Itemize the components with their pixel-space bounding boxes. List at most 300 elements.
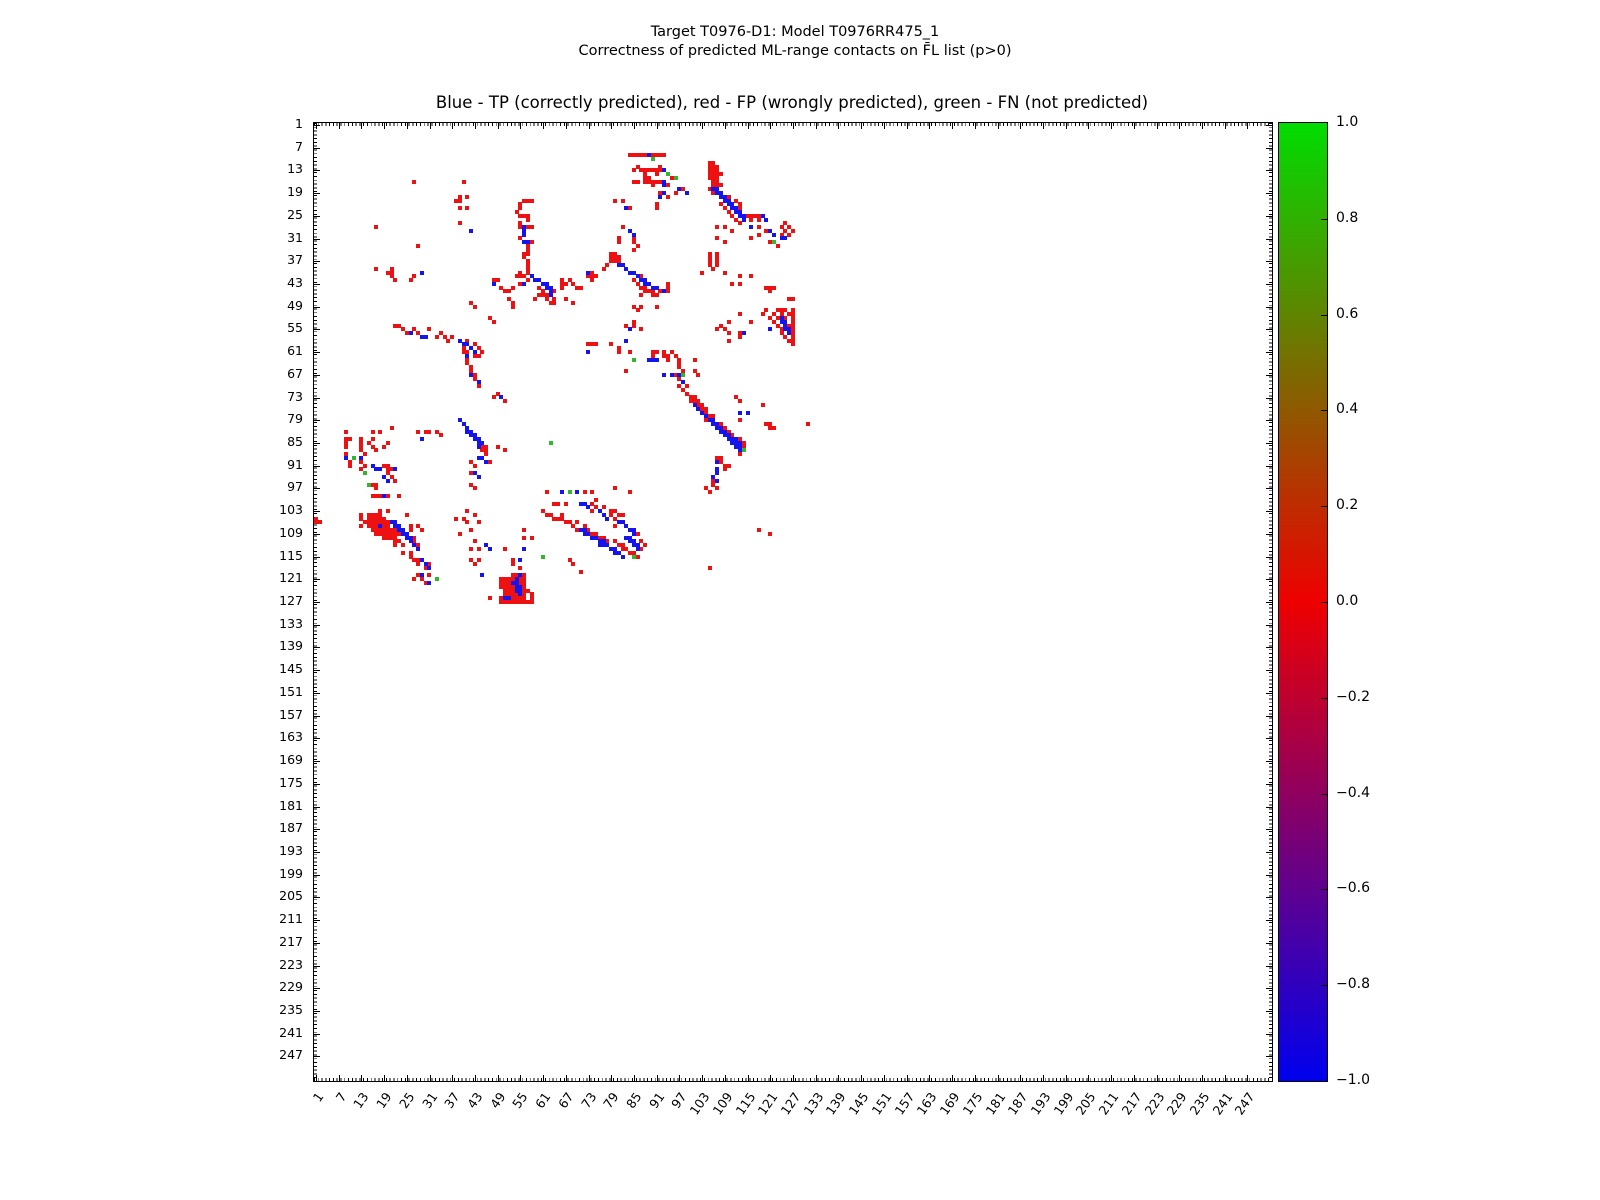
contact-cell-red [639, 305, 643, 309]
axis-major-tick [861, 1075, 862, 1081]
contact-cell-red [643, 543, 647, 547]
contact-cell-red [655, 293, 659, 297]
contact-cell-blue [473, 350, 477, 354]
axis-major-tick [314, 216, 320, 217]
axis-major-tick [566, 123, 567, 129]
contact-cell-green [352, 456, 356, 460]
contact-cell-red [583, 490, 587, 494]
contact-cell-red [738, 221, 742, 225]
contact-cell-red [636, 308, 640, 312]
contact-cell-green [541, 555, 545, 559]
y-tick-label: 37 [287, 252, 303, 268]
contact-cell-red [727, 331, 731, 335]
axis-major-tick [1157, 1075, 1158, 1081]
contact-cell-red [613, 199, 617, 203]
contact-cell-red [693, 358, 697, 362]
contact-cell-red [374, 267, 378, 271]
contact-cell-red [469, 528, 473, 532]
contact-cell-red [503, 547, 507, 551]
contact-cell-green [568, 490, 572, 494]
contact-cell-green [367, 483, 371, 487]
axis-major-tick [1266, 988, 1272, 989]
contact-cell-blue [549, 293, 553, 297]
contact-cell-red [344, 445, 348, 449]
contact-cell-red [772, 426, 776, 430]
contact-cell-blue [662, 289, 666, 293]
axis-major-tick [1266, 693, 1272, 694]
contact-cell-blue [624, 206, 628, 210]
contact-cell-red [636, 244, 640, 248]
contact-cell-blue [662, 183, 666, 187]
x-tick-label: 229 [1163, 1089, 1190, 1118]
colorbar-tick-label: −0.2 [1336, 688, 1370, 705]
contact-cell-red [696, 373, 700, 377]
axis-major-tick [611, 123, 612, 129]
contact-cell-red [552, 289, 556, 293]
axis-major-tick [314, 170, 320, 171]
colorbar-tick [1321, 794, 1327, 795]
axis-major-tick [314, 784, 320, 785]
contact-cell-blue [655, 286, 659, 290]
contact-cell-red [791, 342, 795, 346]
contact-cell-red [708, 566, 712, 570]
y-tick-label: 49 [287, 297, 303, 313]
contact-cell-red [416, 562, 420, 566]
x-tick-label: 187 [1004, 1089, 1031, 1118]
y-tick-label: 187 [279, 820, 303, 836]
axis-major-tick [770, 123, 771, 129]
contact-cell-red [518, 566, 522, 570]
axis-major-tick [861, 123, 862, 129]
contact-cell-blue [575, 490, 579, 494]
y-tick-label: 79 [287, 411, 303, 427]
axis-major-tick [520, 1075, 521, 1081]
axis-major-tick [1266, 920, 1272, 921]
contact-cell-blue [628, 327, 632, 331]
axis-major-tick [1043, 123, 1044, 129]
contact-cell-red [473, 539, 477, 543]
contact-cell-red [715, 225, 719, 229]
contact-cell-blue [742, 331, 746, 335]
colorbar-tick-label: 0.0 [1336, 593, 1359, 609]
axis-major-tick [952, 1075, 953, 1081]
axis-major-tick [1266, 1011, 1272, 1012]
axis-major-tick [1179, 1075, 1180, 1081]
contact-cell-red [477, 520, 481, 524]
contact-cell-red [757, 218, 761, 222]
axis-major-tick [1111, 123, 1112, 129]
colorbar-tick-label: 0.8 [1336, 209, 1359, 226]
axis-major-tick [314, 193, 320, 194]
contact-cell-red [749, 218, 753, 222]
contact-cell-red [749, 320, 753, 324]
axis-major-tick [314, 420, 320, 421]
contact-cell-red [374, 225, 378, 229]
contact-cell-red [469, 547, 473, 551]
x-tick-label: 91 [645, 1089, 668, 1112]
y-tick-label: 103 [279, 502, 303, 518]
contact-cell-blue [522, 547, 526, 551]
contact-cell-red [556, 502, 560, 506]
axis-major-tick [339, 1075, 340, 1081]
contact-cell-blue [393, 467, 397, 471]
contact-cell-red [435, 335, 439, 339]
axis-major-tick [770, 1075, 771, 1081]
colorbar-tick [1321, 219, 1327, 220]
contact-cell-red [545, 490, 549, 494]
x-tick-label: 55 [509, 1089, 531, 1112]
axis-major-tick [1266, 239, 1272, 240]
y-tick-label: 145 [279, 661, 303, 677]
colorbar-tick [1321, 985, 1327, 986]
contact-cell-red [730, 229, 734, 233]
contact-cell-red [749, 236, 753, 240]
contact-cell-blue [658, 195, 662, 199]
contact-cell-red [764, 308, 768, 312]
contact-cell-red [371, 437, 375, 441]
contact-cell-red [374, 448, 378, 452]
contact-cell-blue [480, 573, 484, 577]
y-tick-label: 7 [295, 138, 303, 154]
contact-cell-red [632, 324, 636, 328]
axis-major-tick [1266, 398, 1272, 399]
x-tick-label: 31 [418, 1089, 440, 1112]
axis-major-tick [475, 123, 476, 129]
axis-major-tick [816, 123, 817, 129]
axis-major-tick [314, 647, 320, 648]
axis-major-tick [952, 123, 953, 129]
contact-cell-red [605, 263, 609, 267]
axis-major-tick [1066, 1075, 1067, 1081]
contact-cell-red [655, 206, 659, 210]
axis-major-tick [314, 534, 320, 535]
contact-cell-red [473, 464, 477, 468]
contact-cell-red [465, 509, 469, 513]
y-tick-label: 175 [279, 774, 303, 790]
contact-cell-red [526, 218, 530, 222]
axis-major-tick [1266, 511, 1272, 512]
colorbar-tick-label: −0.8 [1336, 976, 1370, 993]
contact-cell-red [806, 422, 810, 426]
contact-cell-red [530, 225, 534, 229]
contact-cell-blue [420, 437, 424, 441]
x-tick-label: 181 [981, 1089, 1008, 1118]
axis-major-tick [1179, 123, 1180, 129]
axis-major-tick [725, 1075, 726, 1081]
contact-cell-red [602, 267, 606, 271]
contact-cell-red [636, 532, 640, 536]
contact-cell-red [492, 395, 496, 399]
contact-cell-blue [518, 592, 522, 596]
axis-major-tick [452, 1075, 453, 1081]
contact-cell-red [602, 505, 606, 509]
y-tick-label: 73 [287, 388, 303, 404]
axis-major-tick [339, 123, 340, 129]
contact-cell-red [579, 286, 583, 290]
contact-cell-red [715, 236, 719, 240]
contact-cell-red [666, 195, 670, 199]
x-tick-label: 133 [800, 1089, 827, 1118]
axis-major-tick [430, 123, 431, 129]
y-tick-label: 199 [279, 865, 303, 881]
axis-major-tick [407, 123, 408, 129]
contact-cell-red [621, 225, 625, 229]
y-tick-label: 235 [279, 1001, 303, 1017]
y-tick-label: 181 [279, 797, 303, 813]
y-tick-label: 247 [279, 1047, 303, 1063]
x-tick-label: 247 [1231, 1089, 1258, 1118]
contact-cell-red [564, 502, 568, 506]
contact-cell-red [666, 289, 670, 293]
contact-cell-blue [420, 271, 424, 275]
y-tick-label: 97 [287, 479, 303, 495]
axis-major-tick [1266, 216, 1272, 217]
axis-major-tick [1266, 784, 1272, 785]
contact-cell-red [685, 384, 689, 388]
contact-cell-red [594, 274, 598, 278]
axis-major-tick [998, 1075, 999, 1081]
contact-cell-blue [378, 467, 382, 471]
contact-map-plot-area [313, 122, 1273, 1082]
axis-major-tick [1266, 670, 1272, 671]
contact-cell-red [791, 297, 795, 301]
axis-major-tick [1266, 579, 1272, 580]
contact-cell-red [522, 536, 526, 540]
contact-cell-blue [526, 240, 530, 244]
contact-cell-red [564, 282, 568, 286]
axis-major-tick [884, 123, 885, 129]
contact-cell-red [757, 225, 761, 229]
y-tick-label: 217 [279, 933, 303, 949]
contact-cell-red [412, 180, 416, 184]
contact-cell-blue [685, 191, 689, 195]
axis-major-tick [314, 511, 320, 512]
contact-cell-red [738, 452, 742, 456]
contact-cell-red [579, 570, 583, 574]
contact-cell-red [666, 358, 670, 362]
axis-major-tick [725, 123, 726, 129]
axis-major-tick [657, 123, 658, 129]
contact-cell-red [412, 577, 416, 581]
axis-major-tick [314, 239, 320, 240]
y-tick-label: 61 [287, 343, 303, 359]
contact-cell-red [473, 486, 477, 490]
contact-cell-blue [480, 441, 484, 445]
colorbar-tick [1321, 698, 1327, 699]
contact-cell-blue [662, 191, 666, 195]
axis-major-tick [543, 1075, 544, 1081]
contact-cell-blue [715, 471, 719, 475]
axis-major-tick [1266, 625, 1272, 626]
contact-cell-red [636, 180, 640, 184]
contact-cell-blue [624, 339, 628, 343]
x-tick-label: 67 [554, 1089, 577, 1112]
contact-cell-red [386, 494, 390, 498]
contact-cell-red [613, 486, 617, 490]
contact-cell-red [738, 399, 742, 403]
axis-major-tick [314, 557, 320, 558]
axis-major-tick [1266, 761, 1272, 762]
contact-cell-red [715, 263, 719, 267]
y-tick-label: 31 [287, 229, 303, 245]
figure-suptitle-line2: Correctness of predicted ML-range contacts on F̄L list (p>0) [578, 43, 1012, 59]
x-tick-label: 73 [577, 1089, 599, 1112]
axis-major-tick [407, 1075, 408, 1081]
axis-major-tick [314, 807, 320, 808]
contact-cell-blue [742, 218, 746, 222]
contact-cell-red [590, 509, 594, 513]
axis-major-tick [998, 123, 999, 129]
axis-major-tick [1266, 852, 1272, 853]
axis-major-tick [314, 897, 320, 898]
contact-cell-red [738, 282, 742, 286]
contact-cell-blue [507, 596, 511, 600]
contact-cell-red [617, 240, 621, 244]
axis-major-tick [702, 123, 703, 129]
x-tick-label: 85 [623, 1089, 645, 1112]
contact-cell-red [496, 445, 500, 449]
x-tick-label: 1 [309, 1089, 327, 1105]
contact-cell-blue [382, 494, 386, 498]
axis-major-tick [975, 1075, 976, 1081]
contact-cell-blue [787, 331, 791, 335]
contact-cell-blue [677, 187, 681, 191]
contact-cell-red [405, 513, 409, 517]
contact-cell-red [382, 445, 386, 449]
contact-cell-red [666, 183, 670, 187]
contact-cell-red [465, 195, 469, 199]
axes-title-legend: Blue - TP (correctly predicted), red - FP (wrongly predicted), green - FN (not predicted) [435, 93, 1149, 112]
contact-cell-red [628, 490, 632, 494]
contact-cell-red [636, 555, 640, 559]
contact-cell-red [655, 172, 659, 176]
axis-major-tick [1266, 466, 1272, 467]
contact-cell-red [757, 528, 761, 532]
axis-major-tick [384, 1075, 385, 1081]
contact-cell-blue [632, 532, 636, 536]
contact-cell-blue [492, 282, 496, 286]
contact-cell-red [768, 532, 772, 536]
x-tick-label: 115 [732, 1089, 759, 1118]
contact-cell-green [742, 448, 746, 452]
axis-major-tick [314, 738, 320, 739]
colorbar-tick [1321, 889, 1327, 890]
axis-major-tick [1266, 557, 1272, 558]
y-tick-label: 127 [279, 593, 303, 608]
axis-major-tick [314, 1011, 320, 1012]
contact-cell-red [787, 233, 791, 237]
contact-cell-red [791, 229, 795, 233]
contact-cell-red [749, 274, 753, 278]
axis-major-tick [384, 123, 385, 129]
contact-cell-red [738, 335, 742, 339]
x-tick-label: 223 [1140, 1089, 1167, 1118]
contact-cell-blue [488, 547, 492, 551]
x-tick-label: 145 [845, 1089, 872, 1118]
x-tick-label: 169 [936, 1089, 963, 1118]
axis-major-tick [314, 284, 320, 285]
contact-cell-blue [378, 524, 382, 528]
axis-major-tick [475, 1075, 476, 1081]
contact-cell-red [393, 278, 397, 282]
contact-cell-red [363, 452, 367, 456]
contact-cell-red [738, 312, 742, 316]
axis-major-tick [314, 966, 320, 967]
contact-cell-blue [469, 373, 473, 377]
contact-cell-red [458, 221, 462, 225]
axis-major-tick [1266, 897, 1272, 898]
axis-major-tick [314, 852, 320, 853]
contact-cell-red [723, 225, 727, 229]
axis-major-tick [314, 829, 320, 830]
axis-major-tick [1225, 1075, 1226, 1081]
contact-cell-red [624, 369, 628, 373]
contact-cell-red [757, 233, 761, 237]
colorbar-tick [1321, 602, 1327, 603]
x-tick-label: 43 [463, 1089, 486, 1112]
contact-cell-red [439, 433, 443, 437]
contact-cell-red [628, 206, 632, 210]
axis-major-tick [1266, 943, 1272, 944]
x-tick-label: 103 [686, 1089, 713, 1118]
colorbar-tick [1321, 410, 1327, 411]
contact-cell-blue [681, 380, 685, 384]
contact-cell-blue [715, 479, 719, 483]
y-tick-label: 115 [279, 547, 303, 563]
axis-major-tick [748, 123, 749, 129]
contact-cell-blue [738, 411, 742, 415]
contact-cell-blue [560, 490, 564, 494]
contact-cell-blue [499, 395, 503, 399]
axis-major-tick [1266, 375, 1272, 376]
y-tick-label: 91 [287, 456, 303, 472]
y-tick-label: 121 [279, 570, 303, 586]
contact-cell-red [772, 286, 776, 290]
contact-cell-red [427, 327, 431, 331]
x-tick-label: 13 [350, 1089, 372, 1112]
contact-cell-red [359, 524, 363, 528]
contact-cell-red [530, 240, 534, 244]
contact-cell-green [363, 471, 367, 475]
axis-major-tick [1020, 1075, 1021, 1081]
contact-cell-red [571, 301, 575, 305]
y-tick-label: 241 [279, 1024, 303, 1040]
colorbar-tick-label: 0.6 [1336, 305, 1359, 322]
axis-major-tick [1266, 148, 1272, 149]
contact-cell-green [674, 176, 678, 180]
contact-cell-red [727, 320, 731, 324]
contact-cell-blue [772, 233, 776, 237]
contact-cell-red [738, 274, 742, 278]
axis-major-tick [816, 1075, 817, 1081]
x-tick-label: 205 [1072, 1089, 1099, 1118]
x-tick-label: 127 [777, 1089, 804, 1118]
contact-cell-red [711, 267, 715, 271]
y-tick-label: 67 [287, 365, 303, 381]
y-tick-label: 13 [287, 161, 303, 177]
contact-cell-red [390, 426, 394, 430]
contact-cell-red [458, 532, 462, 536]
axis-major-tick [361, 1075, 362, 1081]
contact-cell-blue [662, 373, 666, 377]
contact-cell-red [674, 191, 678, 195]
contact-cell-red [401, 543, 405, 547]
contact-cell-blue [386, 479, 390, 483]
axis-major-tick [314, 375, 320, 376]
contact-cell-red [719, 172, 723, 176]
axis-major-tick [314, 148, 320, 149]
contact-cell-red [719, 183, 723, 187]
